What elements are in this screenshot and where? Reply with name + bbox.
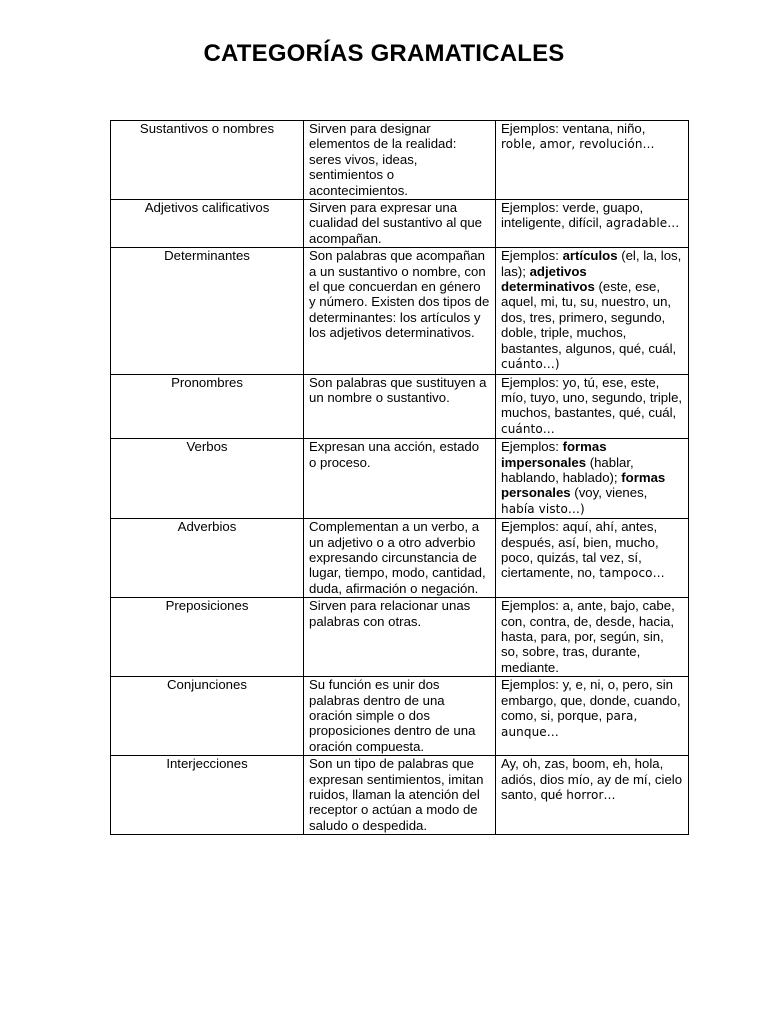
example-term: formas personales (501, 469, 666, 501)
examples-cell (496, 598, 689, 677)
example-term: adjetivos determinativos (501, 263, 595, 295)
example-text: Ejemplos: ventana, niño, (501, 121, 646, 136)
examples-cell (496, 439, 689, 519)
category-cell: Verbos (111, 439, 304, 519)
table-row (111, 439, 689, 519)
examples-cell (496, 200, 689, 248)
table-row (111, 756, 689, 835)
table-row (111, 248, 689, 374)
table-row (111, 519, 689, 598)
example-text: Ejemplos: y, e, ni, o, pero, sin embargo, que, donde, cuando, como, si, porque, (501, 677, 681, 724)
example-text: había visto…) (501, 501, 585, 516)
table-row (111, 374, 689, 439)
description-cell: Son palabras que sustituyen a un nombre o sustantivo. (304, 374, 496, 439)
example-text: Ejemplos: (501, 439, 563, 455)
example-text: (este, ese, aquel, mi, tu, su, nuestro, un, dos, tres, primero, segundo, doble, triple, muchos, bastantes, algunos, qué, cuál, (501, 279, 677, 356)
example-text: tampoco… (599, 566, 665, 581)
example-text: Ejemplos: verde, guapo, inteligente, difícil, (501, 200, 644, 231)
description-cell: Son un tipo de palabras que expresan sentimientos, imitan ruidos, llaman la atención del receptor o actúan a modo de saludo o despedida. (304, 756, 496, 835)
category-cell: Sustantivos o nombres (111, 121, 304, 200)
example-text: Ejemplos: aquí, ahí, antes, después, así, bien, mucho, poco, quizás, tal vez, sí, ciertamente, no, (501, 519, 659, 581)
example-text: Ejemplos: yo, tú, ese, este, mío, tuyo, uno, segundo, triple, muchos, bastantes, qué, cuál, (501, 374, 683, 421)
category-cell: Preposiciones (111, 598, 304, 677)
category-cell: Adjetivos calificativos (111, 200, 304, 248)
example-text: Ay, oh, zas, boom, eh, hola, adiós, dios mío, ay de mí, cielo santo, qué (501, 756, 683, 803)
examples-cell (496, 374, 689, 439)
example-text: agradable… (605, 216, 680, 231)
table-row (111, 200, 689, 248)
example-text: cuánto…) (501, 357, 560, 372)
category-cell: Adverbios (111, 519, 304, 598)
example-text: Ejemplos: (501, 248, 563, 264)
example-text: (hablar, hablando, hablado); (501, 454, 634, 485)
example-text: (voy, vienes, (570, 485, 648, 501)
examples-cell (496, 248, 689, 374)
examples-cell (496, 677, 689, 756)
example-text: (el, la, los, las); (501, 248, 682, 279)
description-cell: Complementan a un verbo, a un adjetivo o a otro adverbio expresando circunstancia de lugar, tiempo, modo, cantidad, duda, afirmación o negación. (304, 519, 496, 598)
example-term: formas impersonales (501, 439, 607, 470)
example-text: para, aunque… (501, 709, 638, 740)
table-row (111, 121, 689, 200)
examples-cell (496, 756, 689, 835)
example-term: artículos (562, 248, 618, 264)
description-cell: Expresan una acción, estado o proceso. (304, 439, 496, 519)
examples-cell (496, 121, 689, 200)
table-body (111, 121, 689, 835)
category-cell: Interjecciones (111, 756, 304, 835)
description-cell: Sirven para relacionar unas palabras con otras. (304, 598, 496, 677)
example-text: roble, amor, revolución… (501, 137, 655, 152)
description-cell: Sirven para expresar una cualidad del sustantivo al que acompañan. (304, 200, 496, 248)
category-cell: Pronombres (111, 374, 304, 439)
category-cell: Conjunciones (111, 677, 304, 756)
table-row (111, 677, 689, 756)
description-cell: Sirven para designar elementos de la realidad: seres vivos, ideas, sentimientos o acontecimientos. (304, 121, 496, 200)
grammar-table (110, 120, 689, 835)
description-cell: Su función es unir dos palabras dentro de una oración simple o dos proposiciones dentro de una oración compuesta. (304, 677, 496, 756)
category-cell: Determinantes (111, 248, 304, 374)
table-row (111, 598, 689, 677)
examples-cell (496, 519, 689, 598)
page-title: CATEGORÍAS GRAMATICALES (203, 40, 565, 67)
example-text: cuánto… (501, 421, 555, 436)
example-text: Ejemplos: a, ante, bajo, cabe, con, contra, de, desde, hacia, hasta, para, por, según, sin, so, sobre, tras, durante, mediante. (501, 598, 675, 675)
description-cell: Son palabras que acompañan a un sustantivo o nombre, con el que concuerdan en género y número. Existen dos tipos de determinantes: los artículos y los adjetivos determinativos. (304, 248, 496, 374)
example-text: horror… (566, 788, 616, 803)
